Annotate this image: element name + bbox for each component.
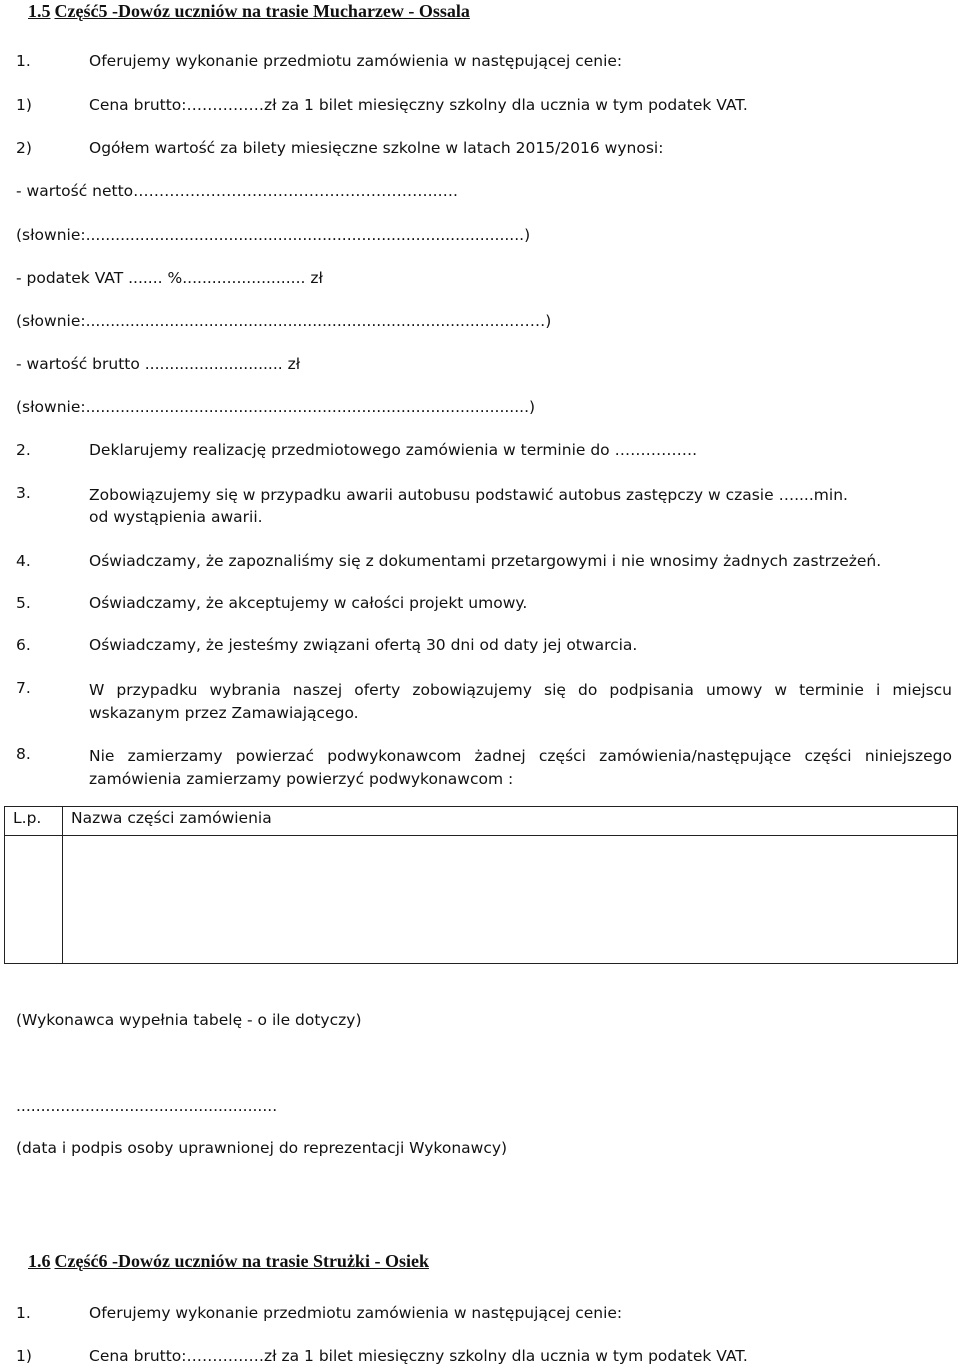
total-text: Ogółem wartość za bilety miesięczne szkolne w latach 2015/2016 wynosi: <box>89 139 664 157</box>
net-words-field: (słownie:.........................................................................................) <box>16 226 531 244</box>
table-header-lp: L.p. <box>5 807 63 836</box>
offer-number: 1. <box>16 52 31 70</box>
subcontract-table <box>4 806 958 964</box>
net-value-field: - wartość netto…………………………………………………..…. <box>16 182 458 200</box>
declaration-text: Nie zamierzamy powierzać podwykonawcom żadnej części zamówienia/następujące części niniejszego zamówienia zamierzamy powierzyć podwykonawcom : <box>89 747 952 788</box>
offer-number: 1. <box>16 1304 31 1322</box>
offer-text: Oferujemy wykonanie przedmiotu zamówienia w następującej cenie: <box>89 52 623 70</box>
declaration-text: Zobowiązujemy się w przypadku awarii autobusu podstawić autobus zastępczy w czasie …....min. od wystąpienia awarii. <box>89 486 848 526</box>
signature-line: ..................................................... <box>16 1097 278 1115</box>
gross-words-field: (słownie:..........................................................................................) <box>16 398 536 416</box>
declaration-text: Oświadczamy, że akceptujemy w całości projekt umowy. <box>89 594 528 612</box>
section-number: 1.6 <box>28 1251 51 1271</box>
price-number: 1) <box>16 1347 32 1365</box>
declaration-number: 3. <box>16 484 31 502</box>
table-header-name: Nazwa części zamówienia <box>63 807 958 836</box>
table-header-row <box>5 807 958 836</box>
gross-value-field: - wartość brutto ............................ zł <box>16 355 301 373</box>
total-number: 2) <box>16 139 32 157</box>
declaration-number: 7. <box>16 679 31 697</box>
vat-field: - podatek VAT ....... %......................... zł <box>16 269 323 287</box>
table-cell-lp[interactable] <box>5 836 63 964</box>
declaration-number: 8. <box>16 745 31 763</box>
declaration-text: Oświadczamy, że zapoznaliśmy się z dokumentami przetargowymi i nie wnosimy żadnych zastrzeżeń. <box>89 552 882 570</box>
table-cell-name[interactable] <box>63 836 958 964</box>
declaration-text: W przypadku wybrania naszej oferty zobowiązujemy się do podpisania umowy w terminie i miejscu wskazanym przez Zamawiającego. <box>89 681 952 722</box>
signature-caption: (data i podpis osoby uprawnionej do reprezentacji Wykonawcy) <box>16 1139 508 1157</box>
price-text: Cena brutto:……………zł za 1 bilet miesięczny szkolny dla ucznia w tym podatek VAT. <box>89 96 748 114</box>
vat-words-field: (słownie:.......................................................................................……) <box>16 312 552 330</box>
declaration-number: 6. <box>16 636 31 654</box>
section-title: Część5 -Dowóz uczniów na trasie Mucharzew - Ossala <box>54 1 470 21</box>
declaration-number: 5. <box>16 594 31 612</box>
section-heading-1-6 <box>28 1251 429 1272</box>
price-number: 1) <box>16 96 32 114</box>
section-heading-1-5 <box>28 1 470 22</box>
declaration-number: 4. <box>16 552 31 570</box>
section-title: Część6 -Dowóz uczniów na trasie Strużki - Osiek <box>54 1251 429 1271</box>
declaration-number: 2. <box>16 441 31 459</box>
table-row <box>5 836 958 964</box>
declaration-text: Deklarujemy realizację przedmiotowego zamówienia w terminie do ……………. <box>89 441 698 459</box>
price-text: Cena brutto:……………zł za 1 bilet miesięczny szkolny dla ucznia w tym podatek VAT. <box>89 1347 748 1365</box>
offer-text: Oferujemy wykonanie przedmiotu zamówienia w następującej cenie: <box>89 1304 623 1322</box>
declaration-text: Oświadczamy, że jesteśmy związani ofertą 30 dni od daty jej otwarcia. <box>89 636 638 654</box>
section-number: 1.5 <box>28 1 51 21</box>
table-note: (Wykonawca wypełnia tabelę - o ile dotyczy) <box>16 1011 362 1029</box>
